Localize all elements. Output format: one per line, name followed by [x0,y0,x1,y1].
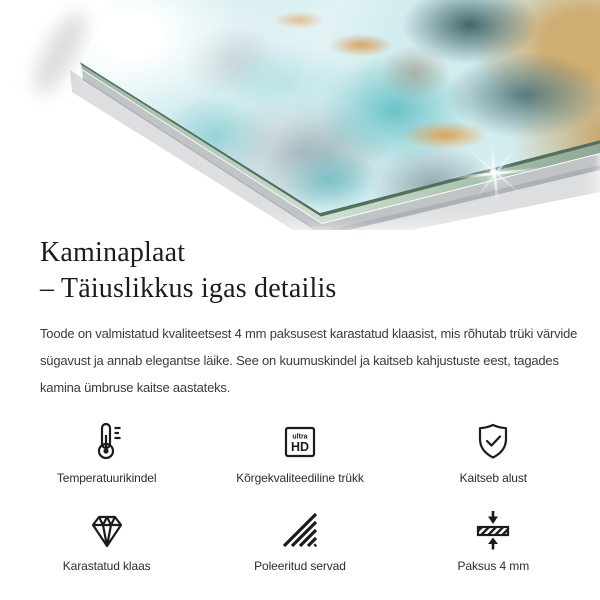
feature-protects-base [397,418,590,485]
title-line-2: – Täiuslikkus igas detailis [40,273,337,304]
feature-label: Temperatuurikindel [56,471,157,485]
ultra-hd-text-top: ultra [292,433,308,441]
product-photo [0,0,600,230]
feature-print-quality [203,418,396,485]
description-line: sügavust ja annab elegantse läike. See on kuumuskindel ja kaitseb kahjustuste eest, tagades [40,353,559,368]
feature-label: Kõrgekvaliteediline trükk [236,471,364,485]
feature-tempered-glass [10,506,203,573]
feature-temperature [10,418,203,485]
ultra-hd-text-bottom: HD [290,440,310,454]
feature-label: Karastatud klaas [62,559,151,573]
ultra-hd-icon [278,418,322,466]
feature-polished-edges [203,506,396,573]
feature-label: Poleeritud servad [254,559,346,573]
feature-label: Paksus 4 mm [457,559,530,573]
page-title [40,235,560,307]
thermometer-icon [85,418,129,466]
polished-edges-icon [278,506,322,554]
content-area [0,230,600,573]
feature-grid [10,418,590,573]
title-line-1: Kaminaplaat [40,237,186,268]
product-description [40,320,578,401]
description-line: Toode on valmistatud kvaliteetsest 4 mm paksusest karastatud klaasist, mis rõhutab trüki värvide [40,326,578,341]
feature-thickness [397,506,590,573]
feature-label: Kaitseb alust [459,471,528,485]
thickness-icon [471,506,515,554]
diamond-icon [85,506,129,554]
shield-check-icon [471,418,515,466]
description-line: kamina ümbruse kaitse aastateks. [40,380,231,395]
